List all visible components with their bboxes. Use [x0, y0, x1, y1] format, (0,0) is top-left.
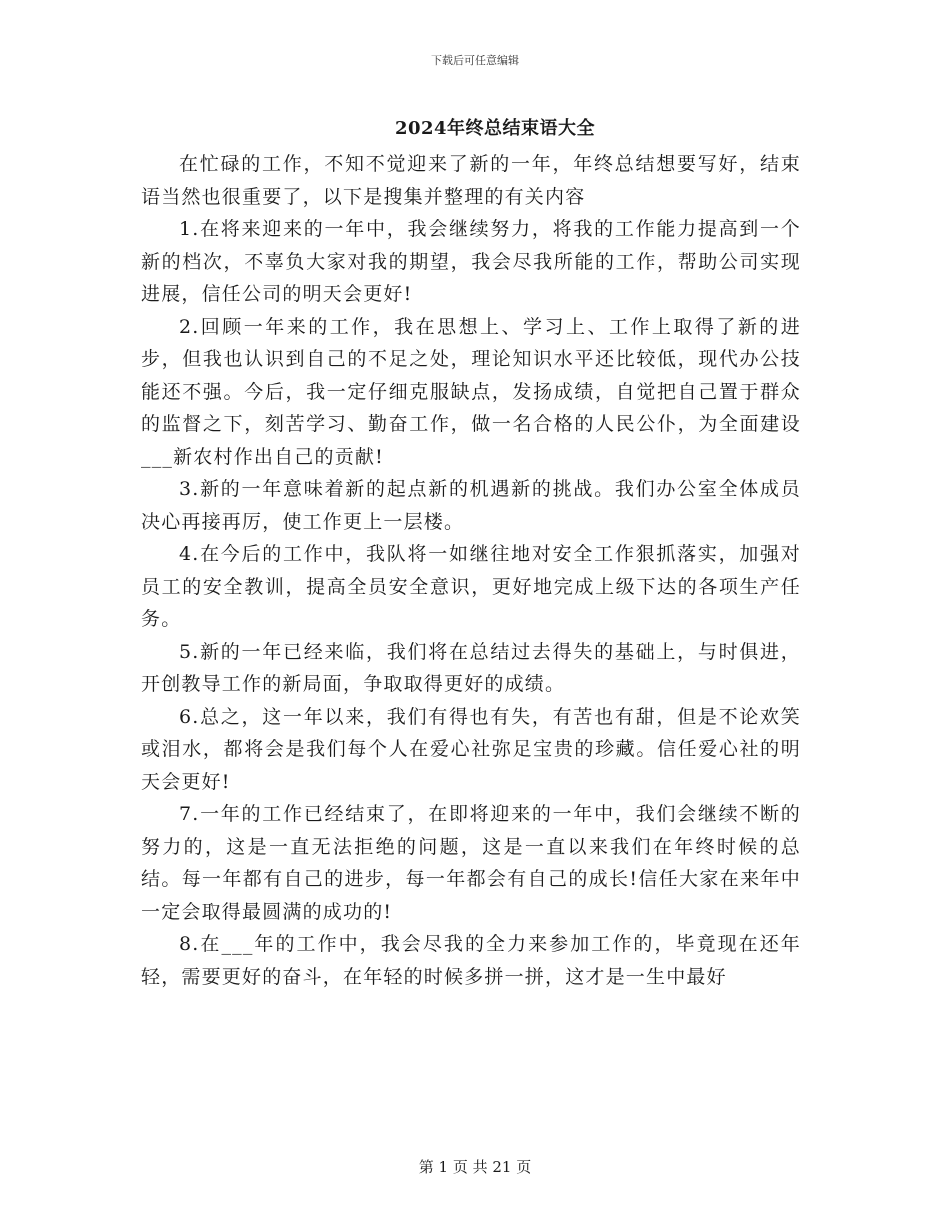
- paragraph-5: 5.新的一年已经来临，我们将在总结过去得失的基础上，与时俱进，开创教导工作的新局面，争取取得更好的成绩。: [141, 640, 801, 695]
- paragraph-3: 3.新的一年意味着新的起点新的机遇新的挑战。我们办公室全体成员决心再接再厉，使工作更上一层楼。: [141, 478, 801, 533]
- paragraph-6: 6.总之，这一年以来，我们有得也有失，有苦也有甜，但是不论欢笑或泪水，都将会是我们每个人在爱心社弥足宝贵的珍藏。信任爱心社的明天会更好!: [141, 705, 801, 793]
- intro-paragraph: 在忙碌的工作，不知不觉迎来了新的一年，年终总结想要写好，结束语当然也很重要了，以下是搜集并整理的有关内容: [141, 153, 801, 208]
- paragraph-7: 7.一年的工作已经结束了，在即将迎来的一年中，我们会继续不断的努力的，这是一直无法拒绝的问题，这是一直以来我们在年终时候的总结。每一年都有自己的进步，每一年都会有自己的成长!信任大家在来年中一定会取得最圆满的成功的!: [141, 803, 801, 923]
- header-note: 下载后可任意编辑: [431, 54, 519, 67]
- paragraph-1: 1.在将来迎来的一年中，我会继续努力，将我的工作能力提高到一个新的档次，不辜负大家对我的期望，我会尽我所能的工作，帮助公司实现进展，信任公司的明天会更好!: [141, 218, 801, 305]
- paragraph-2: 2.回顾一年来的工作，我在思想上、学习上、工作上取得了新的进步，但我也认识到自己的不足之处，理论知识水平还比较低，现代办公技能还不强。今后，我一定仔细克服缺点，发扬成绩，自觉把自己置于群众的监督之下，刻苦学习、勤奋工作，做一名合格的人民公仆，为全面建设___新农村作出自己的贡献!: [141, 315, 801, 468]
- page-number: 第 1 页 共 21 页: [418, 1158, 532, 1176]
- document-body: [141, 148, 801, 993]
- paragraph-4: 4.在今后的工作中，我队将一如继往地对安全工作狠抓落实，加强对员工的安全教训，提高全员安全意识，更好地完成上级下达的各项生产任务。: [141, 543, 801, 630]
- paragraph-8: 8.在___年的工作中，我会尽我的全力来参加工作的，毕竟现在还年轻，需要更好的奋斗，在年轻的时候多拼一拼，这才是一生中最好: [141, 933, 801, 988]
- document-title: 2024年终总结束语大全: [394, 118, 596, 139]
